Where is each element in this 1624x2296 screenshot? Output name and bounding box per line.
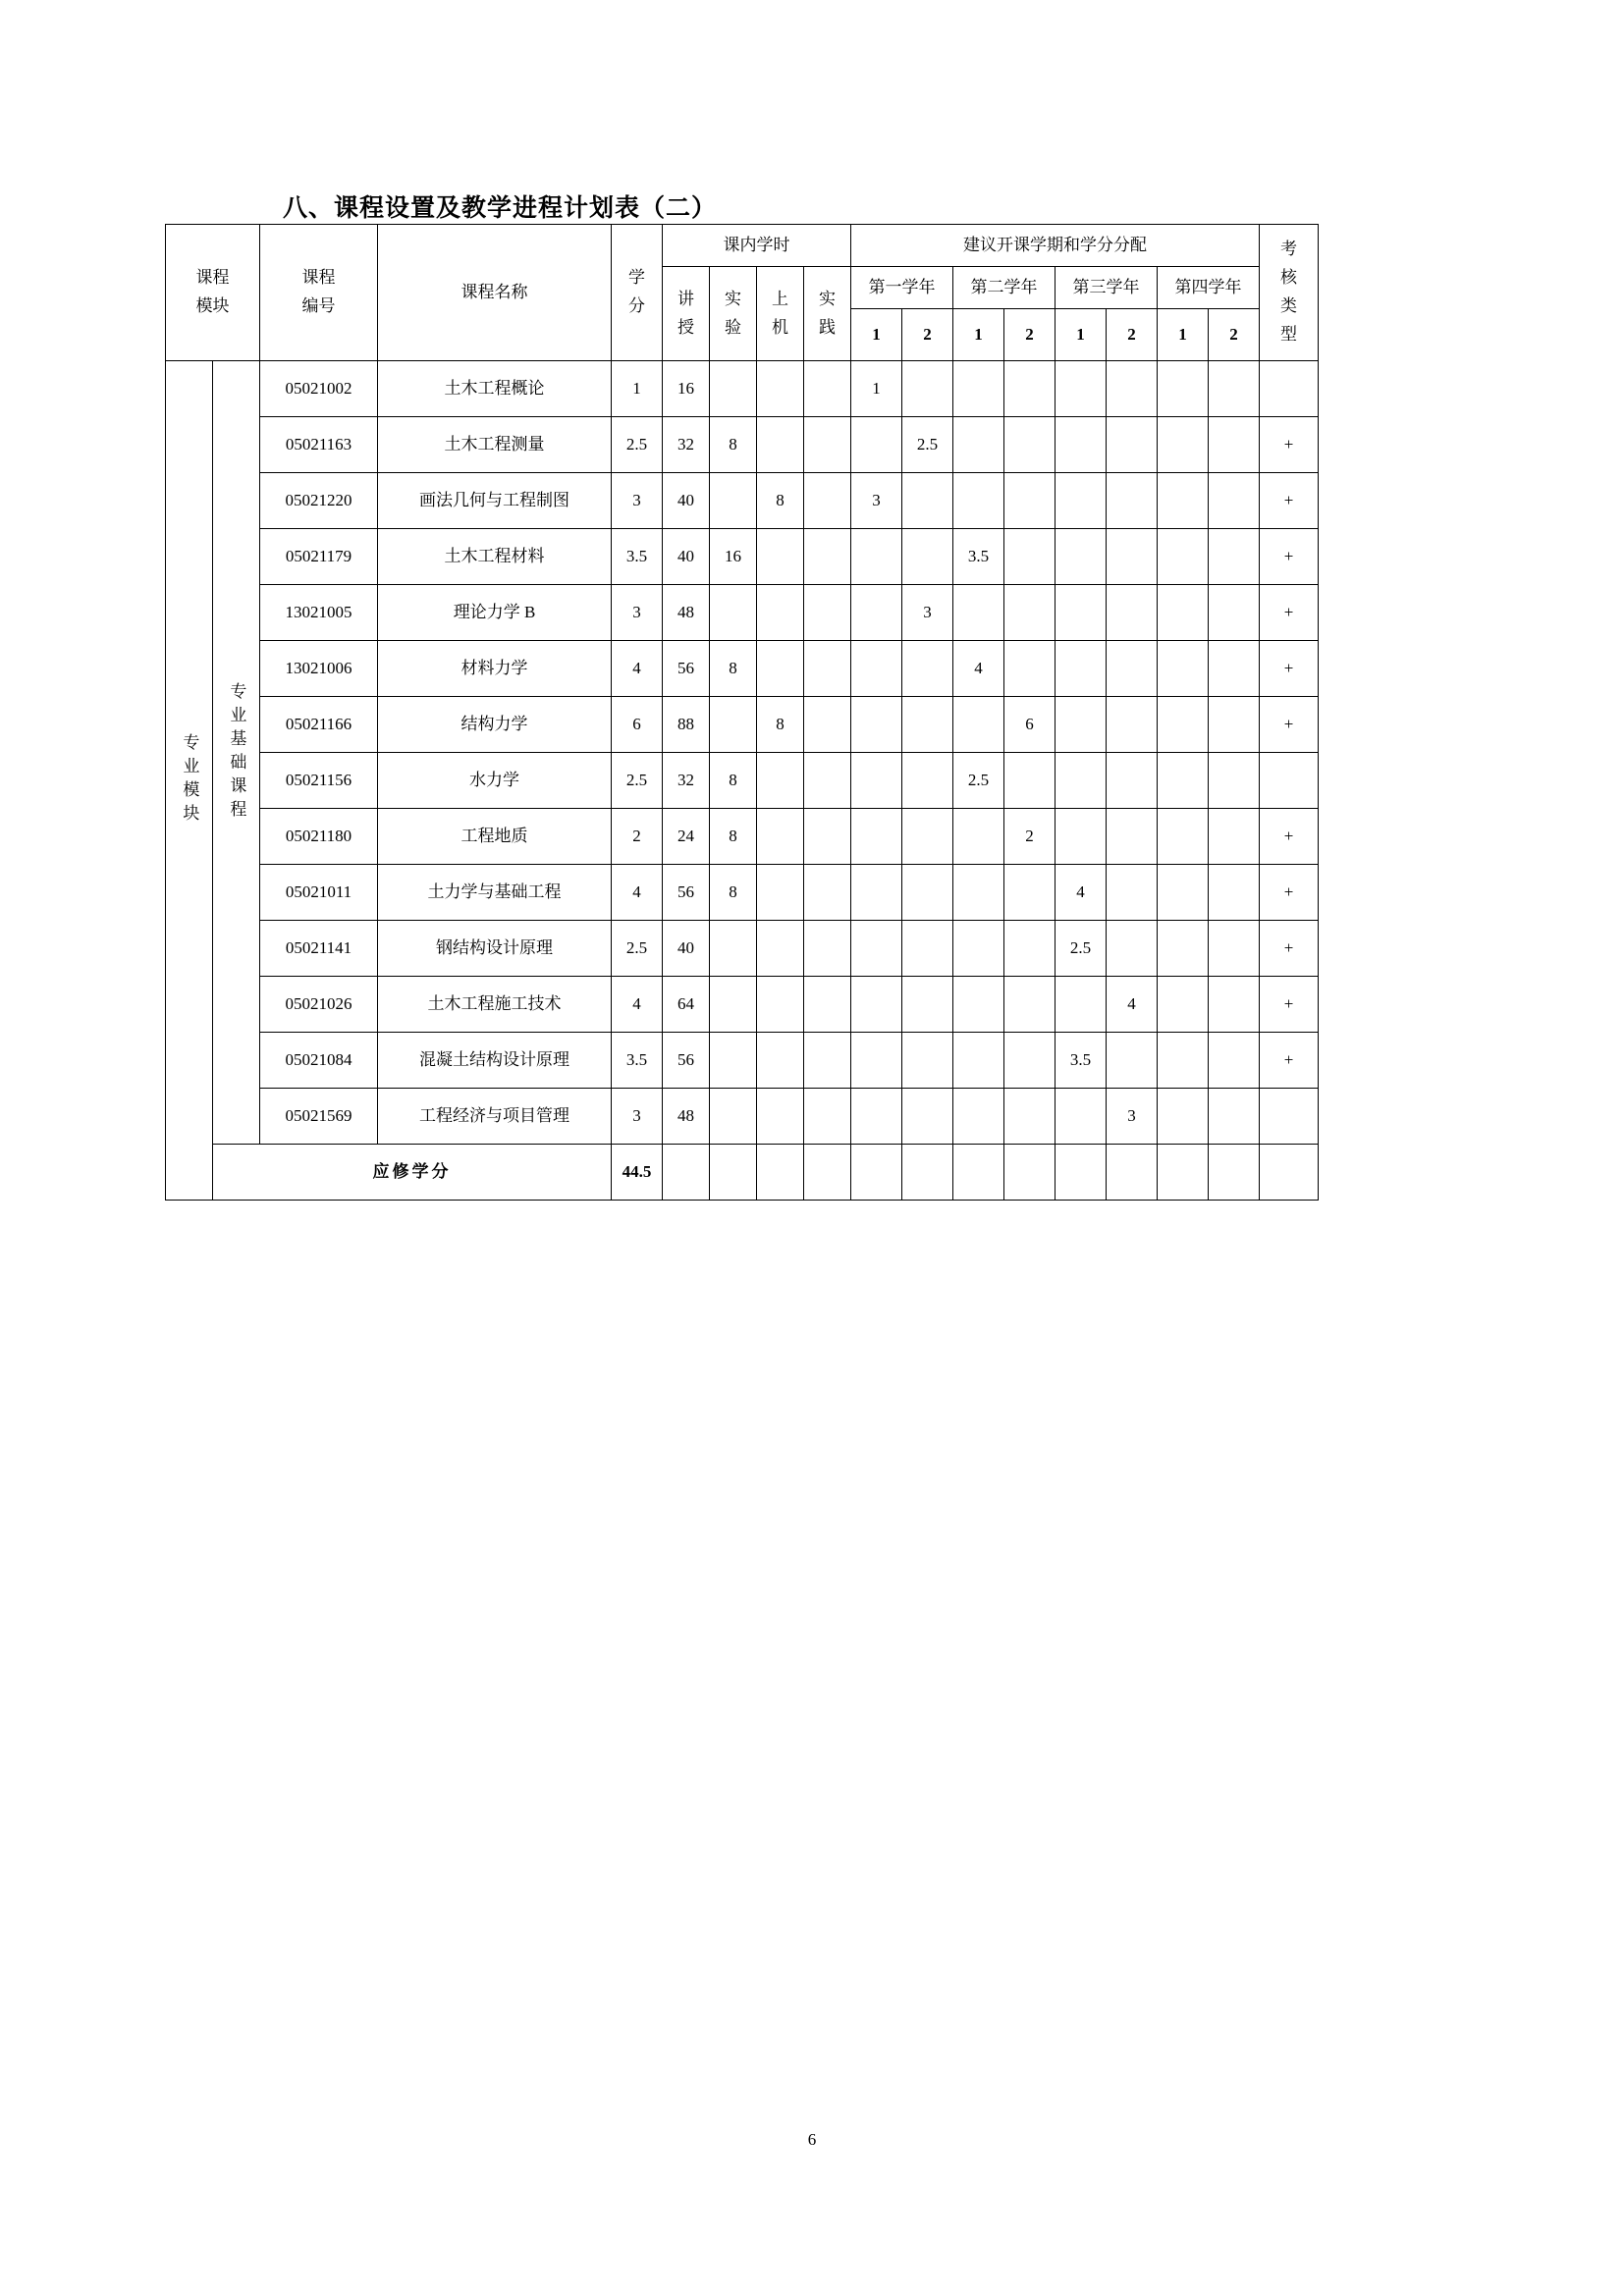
cell-term-y1t2 <box>902 697 953 753</box>
header-term-y3t1: 1 <box>1056 309 1107 361</box>
header-exam-type: 考 核 类 型 <box>1260 225 1319 361</box>
cell-exam: + <box>1260 473 1319 529</box>
cell-term-y2t2 <box>1004 1033 1056 1089</box>
table-row <box>166 1089 1319 1145</box>
cell-credits: 2.5 <box>612 753 663 809</box>
cell-lecture: 56 <box>663 865 710 921</box>
cell-term-y2t1 <box>953 585 1004 641</box>
cell-term-y4t1 <box>1158 417 1209 473</box>
cell-term-y4t2 <box>1209 697 1260 753</box>
cell-practice <box>804 865 851 921</box>
cell-credits: 3 <box>612 585 663 641</box>
cell-credits: 3.5 <box>612 1033 663 1089</box>
cell-computer <box>757 361 804 417</box>
cell-experiment <box>710 1089 757 1145</box>
cell-term-y1t1 <box>851 809 902 865</box>
cell-term-y1t2 <box>902 977 953 1033</box>
cell-code: 13021005 <box>260 585 378 641</box>
cell-term-y3t1 <box>1056 529 1107 585</box>
cell-name: 土木工程材料 <box>378 529 612 585</box>
cell-term-y4t2 <box>1209 753 1260 809</box>
cell-term-y1t1 <box>851 1033 902 1089</box>
cell-term-y4t1 <box>1158 473 1209 529</box>
cell-credits: 1 <box>612 361 663 417</box>
cell-exam: + <box>1260 417 1319 473</box>
cell-name: 土木工程概论 <box>378 361 612 417</box>
total-blank-y3t2 <box>1107 1145 1158 1201</box>
cell-name: 土木工程施工技术 <box>378 977 612 1033</box>
cell-experiment <box>710 921 757 977</box>
cell-term-y2t2 <box>1004 1089 1056 1145</box>
cell-experiment <box>710 697 757 753</box>
header-term-y1t1: 1 <box>851 309 902 361</box>
cell-term-y4t1 <box>1158 361 1209 417</box>
cell-term-y3t2 <box>1107 473 1158 529</box>
total-blank-computer <box>757 1145 804 1201</box>
cell-term-y4t2 <box>1209 529 1260 585</box>
cell-code: 05021179 <box>260 529 378 585</box>
total-credits: 44.5 <box>612 1145 663 1201</box>
cell-code: 05021156 <box>260 753 378 809</box>
cell-practice <box>804 473 851 529</box>
cell-exam: + <box>1260 529 1319 585</box>
cell-term-y1t2 <box>902 1033 953 1089</box>
cell-lecture: 48 <box>663 1089 710 1145</box>
cell-practice <box>804 921 851 977</box>
cell-term-y3t1: 4 <box>1056 865 1107 921</box>
cell-term-y1t2 <box>902 529 953 585</box>
total-blank-y4t2 <box>1209 1145 1260 1201</box>
cell-credits: 4 <box>612 865 663 921</box>
header-credits: 学 分 <box>612 225 663 361</box>
cell-code: 05021141 <box>260 921 378 977</box>
cell-term-y1t1 <box>851 585 902 641</box>
cell-term-y3t2 <box>1107 641 1158 697</box>
cell-name: 工程地质 <box>378 809 612 865</box>
cell-term-y1t2: 2.5 <box>902 417 953 473</box>
table-row <box>166 473 1319 529</box>
cell-name: 土力学与基础工程 <box>378 865 612 921</box>
header-semester-group: 建议开课学期和学分分配 <box>851 225 1260 267</box>
cell-term-y3t2 <box>1107 585 1158 641</box>
cell-computer <box>757 529 804 585</box>
cell-term-y3t2 <box>1107 697 1158 753</box>
cell-code: 05021180 <box>260 809 378 865</box>
table-row <box>166 585 1319 641</box>
total-blank-y3t1 <box>1056 1145 1107 1201</box>
cell-term-y4t2 <box>1209 1089 1260 1145</box>
cell-name: 混凝土结构设计原理 <box>378 1033 612 1089</box>
cell-code: 05021163 <box>260 417 378 473</box>
cell-term-y2t1 <box>953 417 1004 473</box>
cell-term-y3t1 <box>1056 977 1107 1033</box>
cell-practice <box>804 753 851 809</box>
course-plan-table <box>165 224 1319 1201</box>
cell-term-y2t1 <box>953 361 1004 417</box>
cell-term-y4t2 <box>1209 977 1260 1033</box>
cell-term-y4t2 <box>1209 417 1260 473</box>
cell-code: 05021026 <box>260 977 378 1033</box>
cell-term-y2t1 <box>953 1033 1004 1089</box>
cell-practice <box>804 1033 851 1089</box>
cell-code: 13021006 <box>260 641 378 697</box>
cell-practice <box>804 641 851 697</box>
cell-exam: + <box>1260 697 1319 753</box>
cell-computer <box>757 1089 804 1145</box>
cell-name: 钢结构设计原理 <box>378 921 612 977</box>
cell-practice <box>804 417 851 473</box>
cell-term-y2t1: 3.5 <box>953 529 1004 585</box>
cell-term-y4t1 <box>1158 641 1209 697</box>
cell-term-y4t1 <box>1158 809 1209 865</box>
cell-term-y1t2 <box>902 473 953 529</box>
cell-exam: + <box>1260 809 1319 865</box>
header-course-name: 课程名称 <box>378 225 612 361</box>
cell-experiment <box>710 1033 757 1089</box>
header-term-y3t2: 2 <box>1107 309 1158 361</box>
table-row <box>166 921 1319 977</box>
cell-code: 05021220 <box>260 473 378 529</box>
cell-lecture: 16 <box>663 361 710 417</box>
cell-name: 材料力学 <box>378 641 612 697</box>
total-blank-lecture <box>663 1145 710 1201</box>
cell-term-y4t1 <box>1158 753 1209 809</box>
cell-term-y3t1 <box>1056 753 1107 809</box>
cell-term-y1t2 <box>902 809 953 865</box>
cell-term-y4t2 <box>1209 1033 1260 1089</box>
cell-term-y3t1 <box>1056 697 1107 753</box>
cell-term-y4t2 <box>1209 921 1260 977</box>
cell-lecture: 24 <box>663 809 710 865</box>
cell-code: 05021084 <box>260 1033 378 1089</box>
header-term-y2t1: 1 <box>953 309 1004 361</box>
table-row <box>166 809 1319 865</box>
cell-term-y1t1 <box>851 865 902 921</box>
cell-credits: 3 <box>612 1089 663 1145</box>
cell-term-y4t1 <box>1158 865 1209 921</box>
cell-term-y1t2 <box>902 1089 953 1145</box>
cell-practice <box>804 585 851 641</box>
table-header-row-1 <box>166 225 1319 267</box>
header-code: 课程 编号 <box>260 225 378 361</box>
cell-term-y1t2 <box>902 753 953 809</box>
page-title: 八、课程设置及教学进程计划表（二） <box>283 194 718 222</box>
cell-term-y2t2: 6 <box>1004 697 1056 753</box>
cell-term-y4t1 <box>1158 697 1209 753</box>
header-year-2: 第二学年 <box>953 267 1056 309</box>
module-label-cell: 专业模块 <box>166 361 213 1201</box>
header-experiment: 实 验 <box>710 267 757 361</box>
cell-practice <box>804 809 851 865</box>
cell-term-y4t1 <box>1158 529 1209 585</box>
header-module: 课程 模块 <box>166 225 260 361</box>
cell-credits: 3.5 <box>612 529 663 585</box>
cell-name: 工程经济与项目管理 <box>378 1089 612 1145</box>
cell-experiment: 16 <box>710 529 757 585</box>
cell-practice <box>804 697 851 753</box>
cell-exam: + <box>1260 977 1319 1033</box>
cell-computer <box>757 921 804 977</box>
cell-term-y2t1 <box>953 697 1004 753</box>
page-number: 6 <box>807 2130 817 2149</box>
table-row <box>166 641 1319 697</box>
cell-computer <box>757 417 804 473</box>
cell-term-y4t1 <box>1158 921 1209 977</box>
cell-credits: 4 <box>612 977 663 1033</box>
cell-credits: 2.5 <box>612 417 663 473</box>
cell-experiment <box>710 473 757 529</box>
total-blank-y1t1 <box>851 1145 902 1201</box>
table-row <box>166 417 1319 473</box>
cell-lecture: 40 <box>663 473 710 529</box>
cell-term-y3t2 <box>1107 809 1158 865</box>
cell-term-y3t1: 2.5 <box>1056 921 1107 977</box>
cell-exam <box>1260 1089 1319 1145</box>
cell-term-y1t1 <box>851 417 902 473</box>
cell-code: 05021569 <box>260 1089 378 1145</box>
cell-term-y2t1 <box>953 977 1004 1033</box>
cell-term-y2t1 <box>953 921 1004 977</box>
table-row <box>166 529 1319 585</box>
total-blank-experiment <box>710 1145 757 1201</box>
cell-computer: 8 <box>757 473 804 529</box>
cell-term-y2t1 <box>953 1089 1004 1145</box>
cell-term-y1t1: 3 <box>851 473 902 529</box>
cell-credits: 3 <box>612 473 663 529</box>
cell-term-y2t2 <box>1004 865 1056 921</box>
cell-code: 05021002 <box>260 361 378 417</box>
cell-term-y1t1 <box>851 977 902 1033</box>
cell-term-y2t2 <box>1004 361 1056 417</box>
header-year-4: 第四学年 <box>1158 267 1260 309</box>
cell-term-y1t1 <box>851 641 902 697</box>
cell-term-y3t1: 3.5 <box>1056 1033 1107 1089</box>
cell-term-y1t1 <box>851 529 902 585</box>
cell-term-y2t2 <box>1004 977 1056 1033</box>
total-blank-exam <box>1260 1145 1319 1201</box>
cell-lecture: 40 <box>663 529 710 585</box>
cell-term-y3t1 <box>1056 1089 1107 1145</box>
table-row <box>166 753 1319 809</box>
table-row <box>166 697 1319 753</box>
cell-exam <box>1260 361 1319 417</box>
header-practice: 实 践 <box>804 267 851 361</box>
cell-experiment: 8 <box>710 417 757 473</box>
cell-code: 05021166 <box>260 697 378 753</box>
cell-practice <box>804 1089 851 1145</box>
cell-term-y3t2 <box>1107 529 1158 585</box>
cell-lecture: 56 <box>663 1033 710 1089</box>
table-total-row <box>166 1145 1319 1201</box>
cell-term-y2t2 <box>1004 921 1056 977</box>
cell-term-y2t2 <box>1004 641 1056 697</box>
cell-computer: 8 <box>757 697 804 753</box>
total-blank-y2t1 <box>953 1145 1004 1201</box>
cell-lecture: 40 <box>663 921 710 977</box>
total-blank-y1t2 <box>902 1145 953 1201</box>
header-year-3: 第三学年 <box>1056 267 1158 309</box>
total-blank-y4t1 <box>1158 1145 1209 1201</box>
cell-term-y2t1 <box>953 865 1004 921</box>
cell-computer <box>757 585 804 641</box>
cell-experiment: 8 <box>710 641 757 697</box>
cell-lecture: 88 <box>663 697 710 753</box>
cell-term-y4t2 <box>1209 809 1260 865</box>
cell-term-y3t2 <box>1107 921 1158 977</box>
cell-term-y4t1 <box>1158 1089 1209 1145</box>
cell-term-y3t2 <box>1107 1033 1158 1089</box>
total-blank-practice <box>804 1145 851 1201</box>
cell-credits: 4 <box>612 641 663 697</box>
cell-computer <box>757 753 804 809</box>
cell-term-y4t1 <box>1158 977 1209 1033</box>
cell-term-y4t1 <box>1158 585 1209 641</box>
header-term-y2t2: 2 <box>1004 309 1056 361</box>
header-term-y4t2: 2 <box>1209 309 1260 361</box>
cell-term-y2t1 <box>953 809 1004 865</box>
table-row <box>166 361 1319 417</box>
header-computer: 上 机 <box>757 267 804 361</box>
cell-term-y1t2: 3 <box>902 585 953 641</box>
cell-term-y4t2 <box>1209 473 1260 529</box>
cell-code: 05021011 <box>260 865 378 921</box>
cell-term-y4t2 <box>1209 585 1260 641</box>
cell-credits: 2.5 <box>612 921 663 977</box>
table-row <box>166 1033 1319 1089</box>
cell-term-y2t1 <box>953 473 1004 529</box>
cell-exam: + <box>1260 641 1319 697</box>
cell-term-y4t1 <box>1158 1033 1209 1089</box>
cell-term-y2t2: 2 <box>1004 809 1056 865</box>
header-term-y4t1: 1 <box>1158 309 1209 361</box>
total-label: 应修学分 <box>213 1145 612 1201</box>
cell-computer <box>757 641 804 697</box>
cell-computer <box>757 865 804 921</box>
cell-term-y3t1 <box>1056 585 1107 641</box>
cell-experiment: 8 <box>710 865 757 921</box>
cell-term-y3t1 <box>1056 809 1107 865</box>
cell-lecture: 32 <box>663 753 710 809</box>
cell-lecture: 48 <box>663 585 710 641</box>
cell-term-y1t1 <box>851 1089 902 1145</box>
cell-term-y2t2 <box>1004 473 1056 529</box>
cell-term-y4t2 <box>1209 361 1260 417</box>
cell-practice <box>804 361 851 417</box>
cell-experiment <box>710 585 757 641</box>
cell-term-y2t2 <box>1004 585 1056 641</box>
cell-term-y1t1 <box>851 697 902 753</box>
cell-term-y2t2 <box>1004 417 1056 473</box>
cell-computer <box>757 1033 804 1089</box>
cell-term-y2t1: 4 <box>953 641 1004 697</box>
submodule-label-cell: 专业基础课程 <box>213 361 260 1145</box>
cell-term-y2t2 <box>1004 529 1056 585</box>
cell-exam: + <box>1260 921 1319 977</box>
table-row <box>166 865 1319 921</box>
cell-term-y2t2 <box>1004 753 1056 809</box>
header-class-hours-group: 课内学时 <box>663 225 851 267</box>
cell-term-y3t1 <box>1056 417 1107 473</box>
cell-term-y3t2 <box>1107 865 1158 921</box>
cell-lecture: 64 <box>663 977 710 1033</box>
cell-lecture: 32 <box>663 417 710 473</box>
cell-term-y3t1 <box>1056 361 1107 417</box>
cell-computer <box>757 977 804 1033</box>
cell-term-y1t2 <box>902 865 953 921</box>
cell-exam: + <box>1260 1033 1319 1089</box>
cell-term-y3t1 <box>1056 473 1107 529</box>
cell-term-y4t2 <box>1209 865 1260 921</box>
cell-term-y1t2 <box>902 641 953 697</box>
cell-exam <box>1260 753 1319 809</box>
cell-practice <box>804 977 851 1033</box>
cell-term-y3t2: 3 <box>1107 1089 1158 1145</box>
cell-exam: + <box>1260 585 1319 641</box>
cell-term-y3t2: 4 <box>1107 977 1158 1033</box>
cell-term-y3t2 <box>1107 361 1158 417</box>
cell-term-y4t2 <box>1209 641 1260 697</box>
table-row <box>166 977 1319 1033</box>
cell-term-y1t1: 1 <box>851 361 902 417</box>
cell-term-y3t2 <box>1107 753 1158 809</box>
cell-lecture: 56 <box>663 641 710 697</box>
cell-term-y1t2 <box>902 921 953 977</box>
header-year-1: 第一学年 <box>851 267 953 309</box>
cell-term-y2t1: 2.5 <box>953 753 1004 809</box>
cell-term-y1t2 <box>902 361 953 417</box>
header-term-y1t2: 2 <box>902 309 953 361</box>
cell-term-y1t1 <box>851 753 902 809</box>
cell-practice <box>804 529 851 585</box>
cell-name: 水力学 <box>378 753 612 809</box>
total-blank-y2t2 <box>1004 1145 1056 1201</box>
cell-name: 画法几何与工程制图 <box>378 473 612 529</box>
cell-name: 土木工程测量 <box>378 417 612 473</box>
cell-computer <box>757 809 804 865</box>
header-lecture: 讲 授 <box>663 267 710 361</box>
cell-term-y3t1 <box>1056 641 1107 697</box>
cell-experiment: 8 <box>710 753 757 809</box>
cell-experiment <box>710 361 757 417</box>
cell-name: 理论力学 B <box>378 585 612 641</box>
cell-credits: 2 <box>612 809 663 865</box>
cell-term-y1t1 <box>851 921 902 977</box>
cell-exam: + <box>1260 865 1319 921</box>
cell-term-y3t2 <box>1107 417 1158 473</box>
cell-name: 结构力学 <box>378 697 612 753</box>
cell-credits: 6 <box>612 697 663 753</box>
cell-experiment <box>710 977 757 1033</box>
cell-experiment: 8 <box>710 809 757 865</box>
